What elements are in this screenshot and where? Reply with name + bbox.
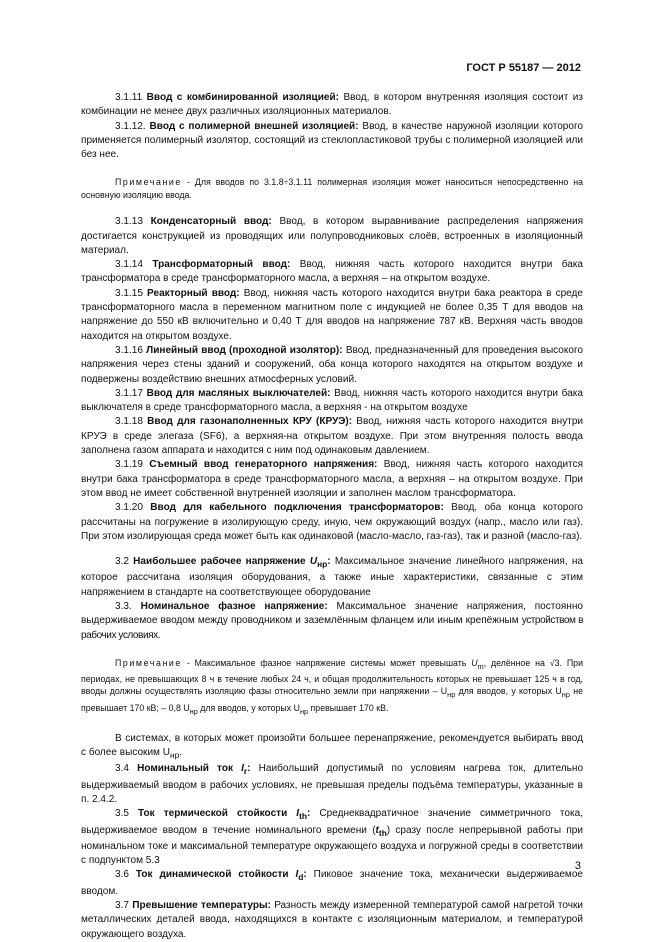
definition: Ввод, нижняя часть которого находится внутри бака выключателя в среде трансформаторного масла, а верхняя - на открытом воздухе	[81, 387, 583, 414]
document-body	[81, 91, 583, 942]
term	[135, 869, 307, 883]
note-label: Примечание	[115, 657, 182, 668]
term-text: Номинальный ток	[137, 763, 234, 775]
term: Реакторный ввод:	[147, 287, 240, 299]
note-label: Примечание	[115, 177, 182, 188]
paragraph-systems	[81, 732, 583, 763]
definition: Пиковое значение тока, механически выдерживаемое вводом.	[81, 869, 584, 897]
symbol: U	[471, 657, 478, 668]
term: Съемный ввод генераторного напряжения:	[149, 459, 378, 471]
term: Ввод для кабельного подключения трансформаторов:	[150, 502, 444, 514]
note-text: превышает 170 кВ.	[308, 702, 389, 713]
definition: Среднеквадратичное значение симметричного тока, выдерживаемое вводом в течение номинального времени (	[81, 808, 583, 836]
symbol-subscript: th	[299, 811, 307, 822]
definition: Ввод, нижняя часть которого находится внутри КРУЭ в среде элегаза (SF6), а верхняя-на открытом воздухе. При этом внутренняя полость ввода заполнена газом аппарата и находится с ним под одинаковым давлением.	[81, 416, 584, 457]
term: Ввод с полимерной внешней изоляцией:	[149, 120, 359, 132]
symbol-subscript: d	[298, 872, 304, 883]
symbol: I	[241, 763, 244, 775]
note-text: для вводов, у которых U	[455, 686, 562, 697]
symbol-subscript: нр	[317, 559, 328, 570]
paragraph-3-1-18	[81, 415, 583, 458]
definition: Ввод, в котором внутренняя изоляция состоит из комбинации не менее двух различных изоляционных материалов.	[81, 92, 584, 118]
paragraph-3-6	[81, 868, 583, 899]
term	[133, 556, 331, 570]
clause-number: 3.6	[115, 869, 129, 881]
definition: Ввод, в качестве наружной изоляции которого применяется полимерный изолятор, состоящий из стеклопластиковой трубы с полимерной изоляцией или без нее.	[81, 120, 583, 161]
paragraph-3-1-13	[81, 215, 583, 258]
definition: Наибольший допустимый по условиям нагрева ток, длительно выдерживаемый вводом в рабочих условиях, не превышая пределы подъёма температуры, указанные в п. 2.4.2.	[81, 763, 584, 805]
term: Линейный ввод (проходной изолятор):	[146, 344, 343, 356]
definition: Ввод, нижняя часть которого находится внутри бака трансформатора в среде трансформаторного масла, а верхняя – на открытом воздухе.	[81, 259, 584, 285]
term-text: Наибольшее рабочее напряжение	[133, 556, 306, 568]
note-text: - Для вводов по 3.1.8÷3.1.11 полимерная изоляция может наноситься непосредственно на основную изоляцию ввода.	[81, 177, 583, 200]
term: Номинальное фазное напряжение:	[140, 601, 328, 613]
clause-number: 3.1.17	[115, 387, 143, 399]
term-text: Ток термической стойкости	[138, 808, 288, 820]
paragraph-3-1-15	[81, 287, 583, 344]
symbol: t	[375, 824, 379, 836]
paragraph-3-1-19	[81, 458, 583, 501]
term: Конденсаторный ввод:	[150, 216, 272, 228]
clause-number: 3.1.12.	[115, 120, 146, 132]
paragraph-end: .	[179, 747, 183, 759]
note-text: для вводов, у которых U	[197, 702, 300, 713]
definition: Ввод, нижняя часть которого находится внутри бака реактора в среде трансформаторного масла в переменном магнитном поле с индукцией не более 0,35 Т для вводов на напряжение до 550 кВ включительно и 0,40 Т для вводов на напряжение 787 кВ. Верхняя часть вводов находится на открытом воздухе.	[81, 287, 583, 342]
term: Превышение температуры:	[132, 900, 271, 912]
paragraph-3-5	[81, 807, 583, 868]
clause-number: 3.1.18	[115, 416, 143, 428]
paragraph-3-2	[81, 555, 583, 600]
symbol-subscript: m	[477, 661, 484, 671]
clause-number: 3.7	[115, 900, 129, 912]
term	[138, 808, 311, 822]
definition: Разность между измеренной температурой самой нагретой точки металлических деталей ввода, находящихся в контакте с изоляционным материалом, и температурой окружающего воздуха.	[81, 900, 583, 940]
symbol-subscript: нр	[189, 706, 198, 716]
paragraph-3-1-11	[81, 91, 583, 120]
symbol-subscript: th	[378, 827, 387, 838]
clause-number: 3.1.15	[115, 287, 143, 299]
term: Трансформаторный ввод:	[152, 259, 291, 271]
definition: Максимальное значение напряжения, постоянно выдерживаемое вводом между проводником и заземлённым фланцем или иным крепёжным	[81, 601, 583, 627]
clause-number: 3.4	[115, 763, 129, 775]
clause-number: 3.2	[115, 556, 129, 568]
definition: Ввод, в котором выравнивание распределения напряжения достигается конструкцией из проводящих или полупроводниковых слоёв, встроенных в изоляционный материал.	[81, 216, 584, 256]
paragraph-3-1-12	[81, 120, 583, 163]
term: Ввод с комбинированной изоляцией:	[146, 92, 339, 103]
clause-number: 3.1.11	[115, 92, 143, 103]
paragraph-3-1-16	[81, 344, 583, 387]
definition-end: устройством в рабочих условиях.	[81, 615, 583, 641]
clause-number: 3.1.16	[115, 344, 143, 356]
symbol-subscript: нр	[447, 690, 456, 700]
definition: ) сразу после непрерывной работы при номинальном токе и максимальной температуре окружающего воздуха и погружной среды в соответствии с подпунктом 5.3	[81, 824, 584, 867]
symbol: I	[295, 869, 299, 881]
paragraph-3-1-20	[81, 501, 583, 544]
term-text: Ток динамической стойкости	[135, 869, 289, 881]
clause-number: 3.3.	[115, 601, 132, 613]
page-number: 3	[574, 860, 581, 872]
term: Ввод для масляных выключателей:	[146, 387, 331, 399]
note-text: , делённое на √3. При периодах, не превышающих 8 ч в течение любых 24 ч, и общая продолжительность которых не превышает 125 ч в год, вводы должны осуществлять изоляцию фазы относительно земли при напряжении – U	[81, 657, 583, 697]
term: Ввод для газонаполненных КРУ (КРУЭ):	[147, 416, 353, 428]
note-1	[81, 176, 583, 201]
term-colon: :	[303, 869, 307, 881]
paragraph-3-1-14	[81, 258, 583, 287]
clause-number: 3.1.13	[115, 216, 143, 228]
clause-number: 3.1.19	[115, 459, 143, 471]
term-colon: :	[306, 808, 311, 820]
paragraph-text: В системах, в которых может произойти большее перенапряжение, рекомендуется выбирать ввод с более высоким U	[81, 732, 583, 759]
note-2	[81, 657, 583, 718]
symbol-subscript: нр	[561, 690, 570, 700]
symbol-subscript: нр	[170, 750, 180, 761]
symbol: I	[296, 808, 300, 820]
definition: Ввод, предназначенный для проведения высокого напряжения через стены зданий и сооружений, оба конца которого находятся на открытом воздухе и подвержены воздействию внешних атмосферных условий.	[81, 344, 584, 385]
term-colon: :	[327, 556, 331, 568]
definition: Ввод, нижняя часть которого находится внутри бака трансформатора в среде трансформаторного масла, а верхняя – на открытом воздухе. При этом ввод не имеет собственной внутренней изоляции и заполнен маслом трансформатора.	[81, 459, 584, 499]
definition: Ввод, оба конца которого рассчитаны на погружение в изолирующую среду, иную, чем окружающий воздух (напр., масло или газ). При этом изолирующая среда может быть как одинаковой (масло-масло, газ-газ), так и разной (масло-газ).	[81, 502, 584, 542]
definition: Максимальное значение линейного напряжения, на которое рассчитана изоляция оборудования, а также иные характеристики, связанные с этим напряжением в стандарте на соответствующее оборудование	[81, 556, 583, 598]
paragraph-3-1-17	[81, 387, 583, 416]
paragraph-3-4	[81, 762, 583, 807]
note-text: не превышает 170 кВ; – 0,8 U	[81, 686, 583, 713]
clause-number: 3.1.20	[115, 502, 143, 514]
symbol-subscript: r	[243, 766, 248, 777]
clause-number: 3.5	[115, 808, 129, 820]
symbol: U	[309, 556, 318, 568]
paragraph-3-3	[81, 600, 583, 643]
document-header: ГОСТ Р 55187 — 2012	[466, 62, 581, 74]
symbol-subscript: нр	[299, 706, 309, 716]
note-text: - Максимальное фазное напряжение системы может превышать	[186, 657, 467, 668]
clause-number: 3.1.14	[115, 259, 143, 271]
term	[137, 763, 251, 777]
term-colon: :	[247, 763, 251, 775]
